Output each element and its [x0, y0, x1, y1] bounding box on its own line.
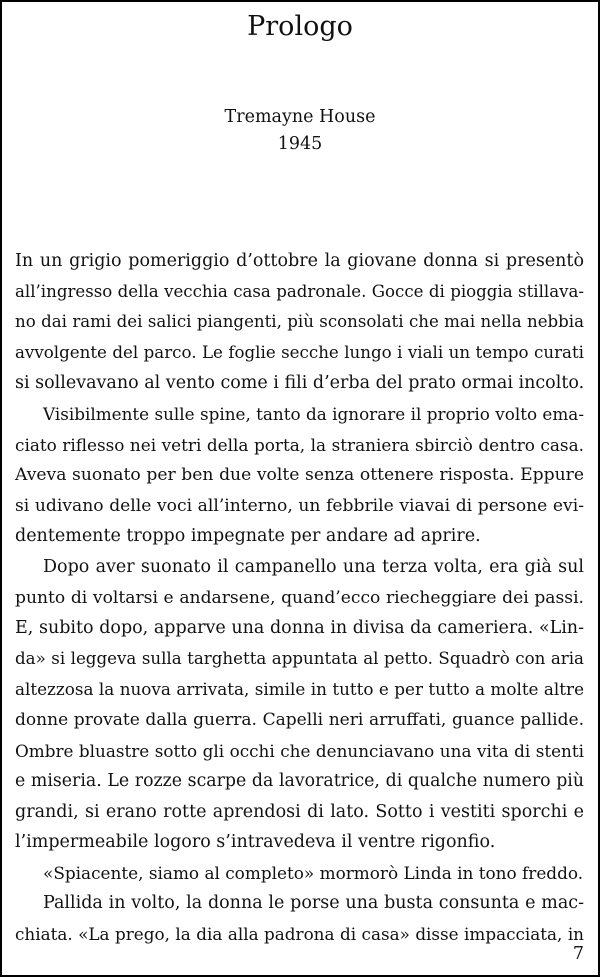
- text-line: l’impermeabile logoro s’intravedeva il ventre rigonfio.: [15, 832, 496, 853]
- text-line: donne provate dalla guerra. Capelli neri arruffati, guance pallide.: [15, 709, 584, 730]
- paragraph: [15, 246, 584, 399]
- body-text: [15, 246, 584, 950]
- text-line: «Spiacente, siamo al completo» mormorò Linda in tono freddo.: [43, 862, 584, 883]
- text-line: si udivano delle voci all’interno, un febbrile viavai di persone evi-: [15, 495, 584, 516]
- text-line: punto di voltarsi e andarsene, quand’ecco riecheggiare dei passi.: [15, 587, 584, 608]
- text-line: si sollevavano al vento come i fili d’erba del prato ormai incolto.: [15, 373, 585, 394]
- text-line: grandi, si erano rotte aprendosi di lato. Sotto i vestiti sporchi e: [15, 801, 584, 822]
- text-line: ciato riflesso nei vetri della porta, la straniera sbirciò dentro casa.: [15, 434, 584, 455]
- chapter-title: Prologo: [247, 11, 353, 42]
- text-line: e miseria. Le rozze scarpe da lavoratrice, di qualche numero più: [15, 771, 584, 792]
- text-line: all’ingresso della vecchia casa padronale. Gocce di pioggia stillava-: [15, 281, 584, 301]
- text-line: Aveva suonato per ben due volte senza ottenere risposta. Eppure: [15, 465, 584, 486]
- text-line: Pallida in volto, la donna le porse una busta consunta e mac-: [43, 893, 584, 914]
- chapter-setting: [2, 104, 598, 158]
- text-line: Ombre bluastre sotto gli occhi che denunciavano una vita di stenti: [15, 740, 584, 761]
- paragraph: [15, 399, 584, 552]
- text-line: E, subito dopo, apparve una donna in divisa da cameriera. «Lin-: [15, 618, 584, 639]
- text-line: no dai rami dei salici piangenti, più sconsolati che mai nella nebbia: [15, 312, 584, 332]
- text-line: avvolgente del parco. Le foglie secche lungo i viali un tempo curati: [15, 342, 584, 362]
- text-line: da» si leggeva sulla targhetta appuntata al petto. Squadrò con aria: [15, 648, 584, 668]
- paragraph: [15, 888, 584, 949]
- paragraph: [15, 552, 584, 858]
- paragraph: [15, 858, 584, 889]
- page-number: 7: [572, 944, 584, 964]
- text-line: altezzosa la nuova arrivata, simile in tutto e per tutto a molte altre: [15, 679, 584, 700]
- setting-year: 1945: [277, 134, 323, 154]
- text-line: chiata. «La prego, la dia alla padrona di casa» disse impacciata, in: [15, 924, 584, 945]
- text-line: Visibilmente sulle spine, tanto da ignorare il proprio volto ema-: [43, 403, 584, 424]
- text-line: dentemente troppo impegnate per andare ad aprire.: [15, 526, 481, 547]
- setting-place: Tremayne House: [224, 107, 376, 127]
- text-line: In un grigio pomeriggio d’ottobre la giovane donna si presentò: [15, 251, 584, 271]
- text-line: Dopo aver suonato il campanello una terza volta, era già sul: [43, 556, 584, 577]
